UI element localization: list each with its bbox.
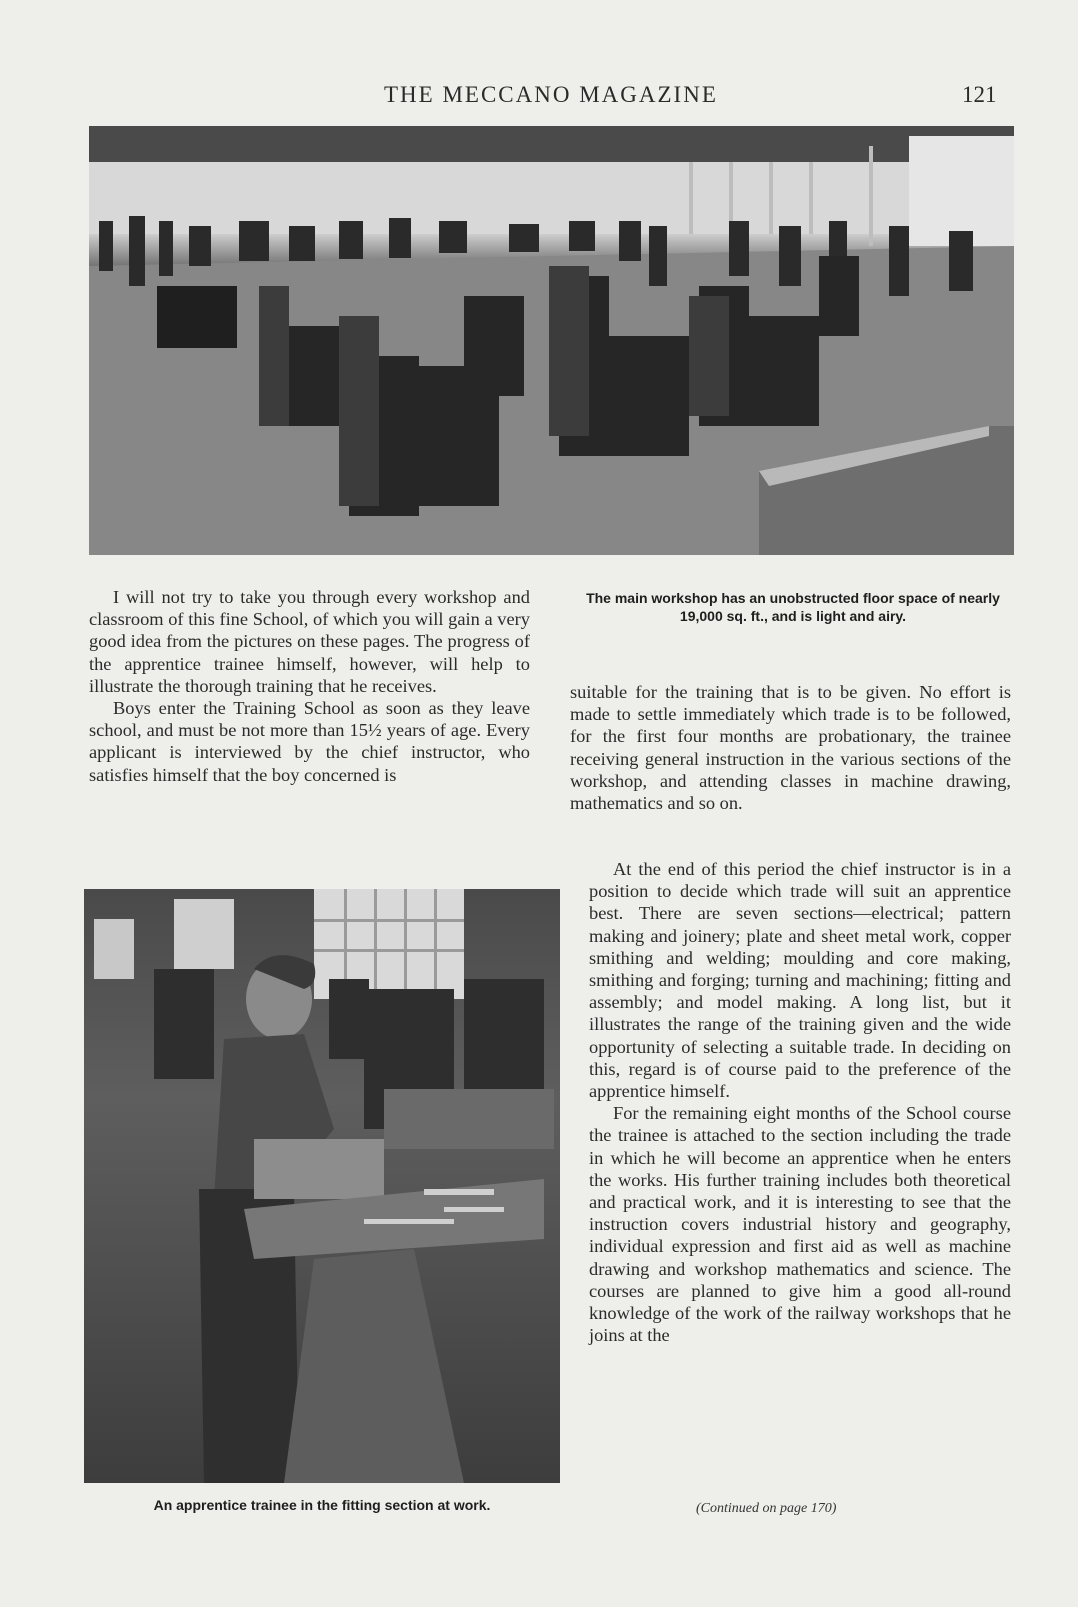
paragraph: suitable for the training that is to be given. No effort is made to settle immediately which trade is to be followed, for the first four months are probationary, the trainee receiving general instruction in the various sections of the workshop, and attending classes in machine drawing, mathematics and so on. bbox=[570, 682, 1011, 814]
magazine-title: THE MECCANO MAGAZINE bbox=[384, 82, 718, 107]
left-column bbox=[89, 586, 530, 786]
continued-note: (Continued on page 170) bbox=[696, 1501, 837, 1516]
right-column bbox=[570, 681, 1011, 814]
right-column-continued bbox=[589, 858, 1011, 1346]
paragraph: For the remaining eight months of the School course the trainee is attached to the section including the trade in which he will become an apprentice when he enters the works. His further training includes both theoretical and practical work, and it is interesting to see that the instruction covers industrial history and geography, individual expression and first aid as well as machine drawing and workshop mathematics and science. The courses are planned to give him a good all-round knowledge of the work of the railway workshops that he joins at the bbox=[589, 1103, 1011, 1346]
paragraph: At the end of this period the chief instructor is in a position to decide which trade will suit an apprentice best. There are seven sections—electrical; pattern making and joinery; plate and sheet metal work, copper smithing and welding; moulding and core making, smithing and forging; turning and machining; fitting and assembly; and model making. A long list, but it illustrates the range of the training given and the wide opportunity of selecting a suitable trade. In deciding on this, regard is of course paid to the preference of the apprentice himself. bbox=[589, 859, 1011, 1102]
apprentice-photo bbox=[84, 889, 560, 1483]
page-number: 121 bbox=[962, 82, 997, 107]
paragraph: Boys enter the Training School as soon as they leave school, and must be not more than 15½ years of age. Every applicant is interviewed by the chief instructor, who satisfies himself that the boy concerned is bbox=[89, 698, 530, 785]
workshop-photo-caption: The main workshop has an unobstructed floor space of nearly 19,000 sq. ft., and is light and airy. bbox=[586, 590, 1000, 624]
paragraph: I will not try to take you through every workshop and classroom of this fine School, of which you will gain a very good idea from the pictures on these pages. The progress of the apprentice trainee himself, however, will help to illustrate the thorough training that he receives. bbox=[89, 587, 530, 696]
workshop-photo bbox=[89, 126, 1014, 555]
apprentice-photo-caption: An apprentice trainee in the fitting section at work. bbox=[153, 1497, 491, 1513]
